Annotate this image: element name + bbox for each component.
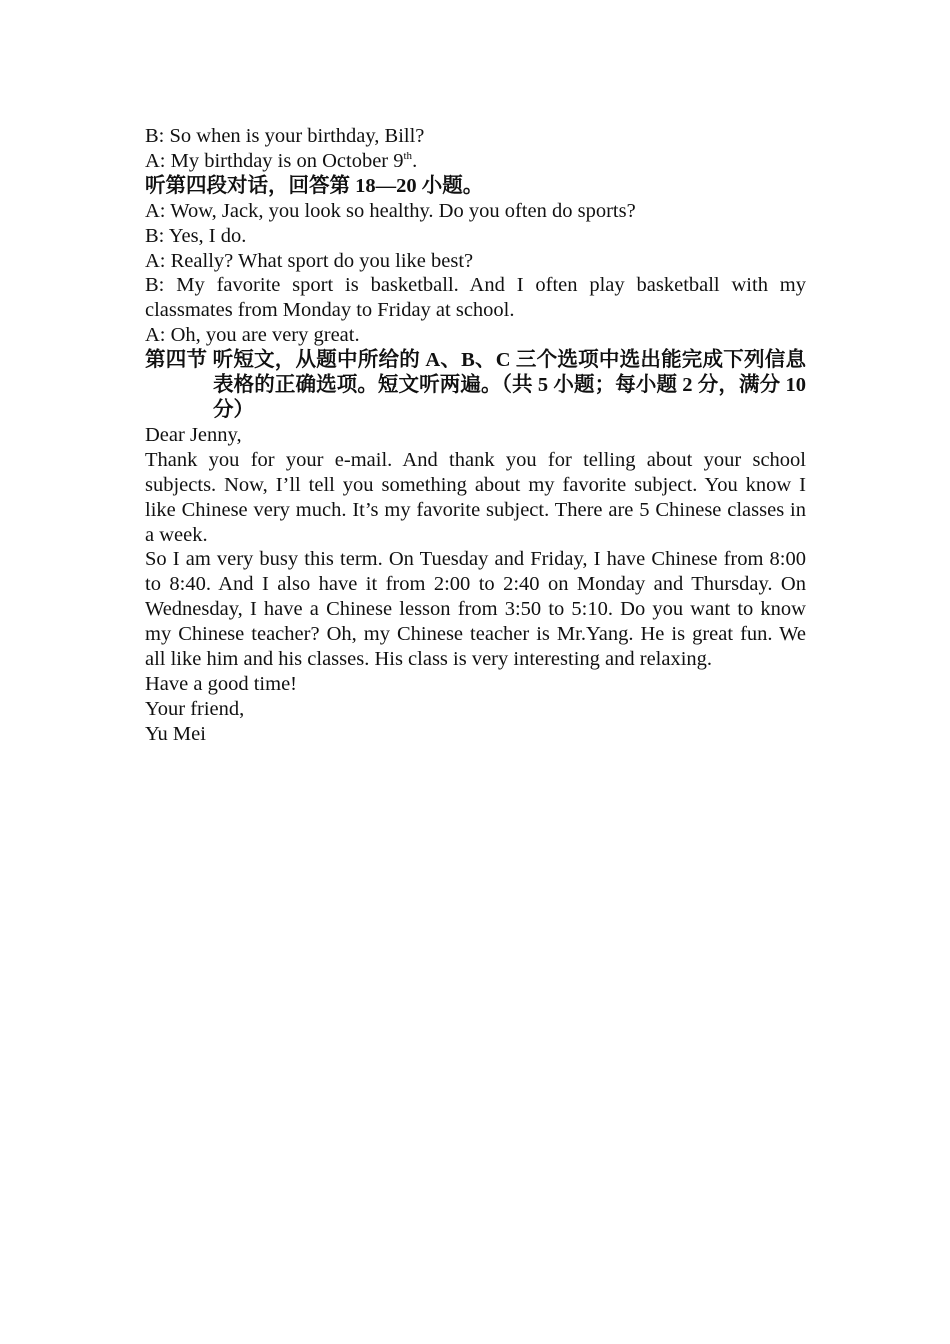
dialogue3-line-2 [145, 149, 806, 174]
dialogue4-line-4: B: My favorite sport is basketball. And I often play basketball with my classmates from Monday to Friday at school. [145, 274, 806, 322]
letter-closing-1: Have a good time! [145, 672, 297, 695]
ordinal-suffix: th [403, 149, 413, 162]
letter-paragraph-2: So I am very busy this term. On Tuesday and Friday, I have Chinese from 8:00 to 8:40. And I also have it from 2:00 to 2:40 on Monday and Thursday. On Wednesday, I have a Chinese lesson from 3:50 to 5:10. Do you want to know my Chinese teacher? Oh, my Chinese teacher is Mr.Yang. He is great fun. We all like him and his classes. His class is very interesting and relaxing. [145, 548, 806, 671]
dialogue3-line-2-text: A: My birthday is on October 9 [145, 149, 404, 172]
dialogue4-line-2: B: Yes, I do. [145, 224, 247, 247]
dialogue4-line-5: A: Oh, you are very great. [145, 324, 360, 347]
dialogue3-line-1: B: So when is your birthday, Bill? [145, 125, 425, 147]
dialogue4-line-3: A: Really? What sport do you like best? [145, 249, 474, 272]
document-page [145, 124, 806, 747]
letter-closing-2: Your friend, [145, 697, 245, 720]
letter-signature: Yu Mei [145, 722, 206, 745]
letter-paragraph-1: Thank you for your e-mail. And thank you for telling about your school subjects. Now, I’ll tell you something about my favorite subject. You know I like Chinese very much. It’s my favorite subject. There are 5 Chinese classes in a week. [145, 448, 806, 546]
dialogue3-line-2-end: . [412, 149, 418, 172]
section4-heading: 第四节 听短文，从题中所给的 A、B、C 三个选项中选出能完成下列信息表格的正确选项。短文听两遍。（共 5 小题；每小题 2 分，满分 10 分） [145, 349, 806, 421]
letter-greeting: Dear Jenny, [145, 423, 242, 446]
dialogue4-heading: 听第四段对话，回答第 18—20 小题。 [145, 174, 484, 197]
dialogue4-line-1: A: Wow, Jack, you look so healthy. Do you often do sports? [145, 199, 636, 222]
